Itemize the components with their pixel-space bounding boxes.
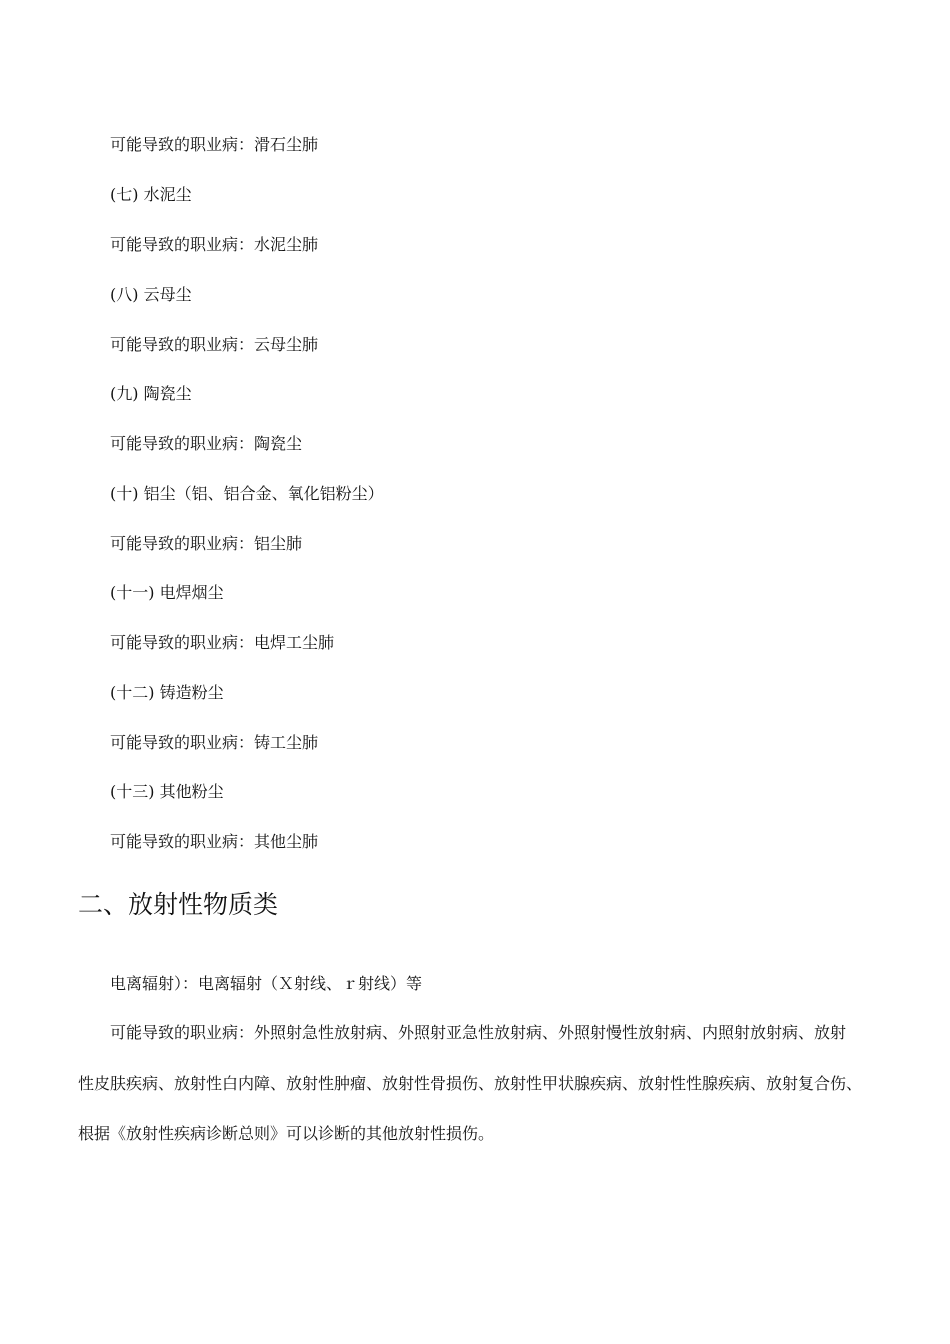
item-heading-11: (十一) 电焊烟尘: [110, 583, 224, 602]
radiation-disease-line-3: 根据《放射性疾病诊断总则》可以诊断的其他放射性损伤。: [78, 1124, 495, 1143]
disease-line-casting: 可能导致的职业病：铸工尘肺: [110, 733, 319, 752]
item-heading-7: (七) 水泥尘: [110, 185, 192, 204]
item-heading-13: (十三) 其他粉尘: [110, 782, 224, 801]
item-heading-10: (十) 铝尘（铝、铝合金、氧化铝粉尘）: [110, 484, 384, 503]
disease-line-cement: 可能导致的职业病：水泥尘肺: [110, 235, 319, 254]
disease-line-mica: 可能导致的职业病：云母尘肺: [110, 335, 319, 354]
disease-line-welding: 可能导致的职业病：电焊工尘肺: [110, 633, 335, 652]
radiation-disease-line-2: 性皮肤疾病、放射性白内障、放射性肿瘤、放射性骨损伤、放射性甲状腺疾病、放射性性腺疾病、放射复合伤、: [78, 1074, 863, 1093]
radiation-source-line: 电离辐射）：电离辐射（Ｘ射线、ｒ射线）等: [110, 974, 423, 993]
item-heading-8: (八) 云母尘: [110, 285, 192, 304]
disease-line-aluminum: 可能导致的职业病：铝尘肺: [110, 534, 303, 553]
item-heading-9: (九) 陶瓷尘: [110, 384, 192, 403]
radiation-disease-line-1: 可能导致的职业病：外照射急性放射病、外照射亚急性放射病、外照射慢性放射病、内照射放射病、放射: [110, 1023, 847, 1042]
item-heading-12: (十二) 铸造粉尘: [110, 683, 224, 702]
disease-line-other: 可能导致的职业病：其他尘肺: [110, 832, 319, 851]
disease-line-talc: 可能导致的职业病：滑石尘肺: [110, 135, 319, 154]
disease-line-ceramic: 可能导致的职业病：陶瓷尘: [110, 434, 303, 453]
section-heading-radioactive: 二、放射性物质类: [78, 890, 279, 919]
